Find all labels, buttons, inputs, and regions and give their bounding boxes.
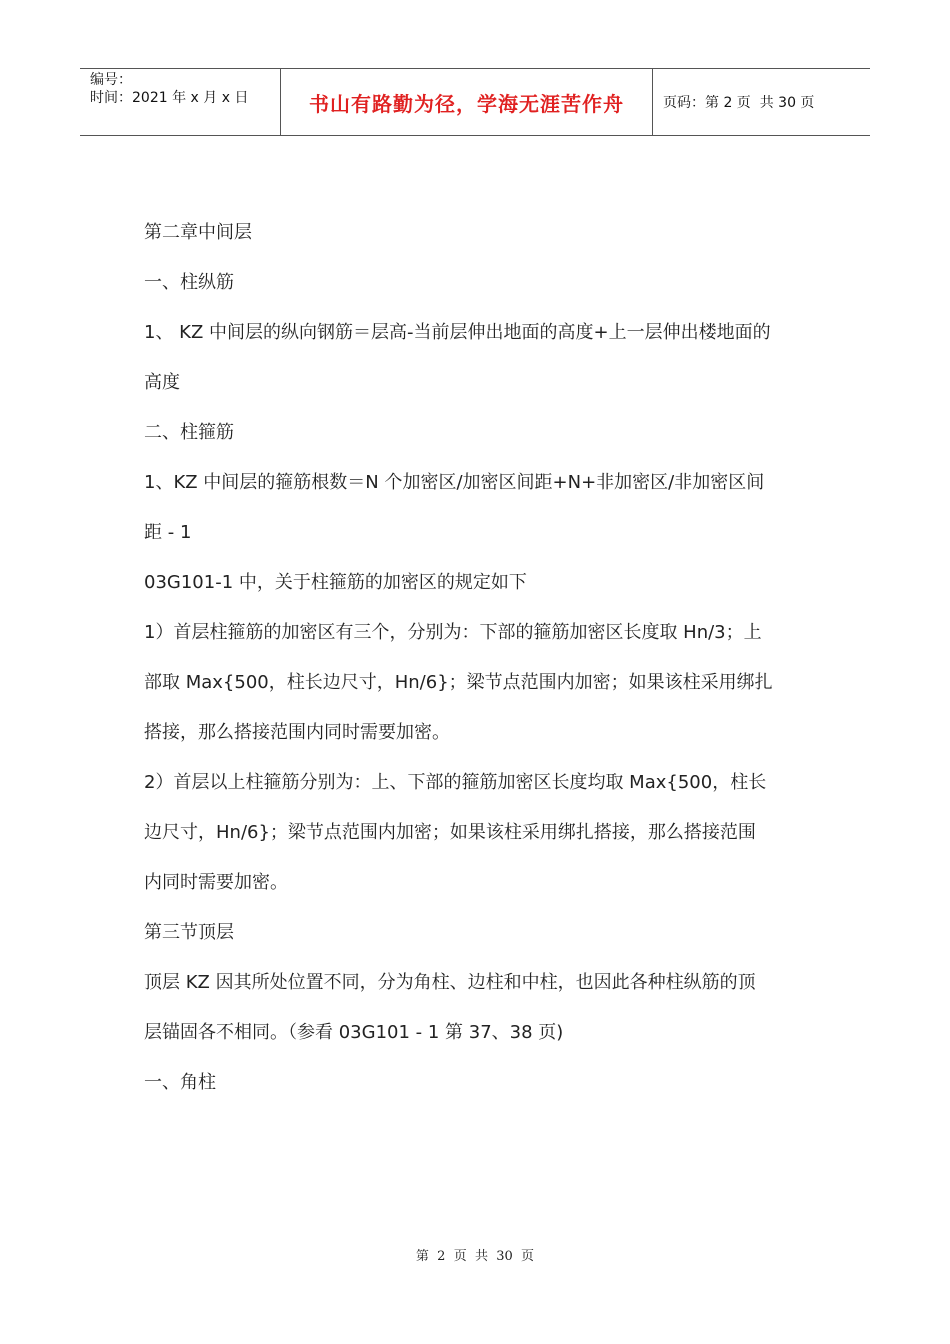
section-heading: 二、柱箍筋 bbox=[144, 422, 234, 443]
paragraph-line: 顶层 KZ 因其所处位置不同，分为角柱、边柱和中柱，也因此各种柱纵筋的顶 bbox=[144, 972, 756, 993]
paragraph-line: 搭接，那么搭接范围内同时需要加密。 bbox=[144, 722, 450, 743]
page-footer: 第 2 页 共 30 页 bbox=[415, 1249, 535, 1264]
header-page-info: 页码：第 2 页 共 30 页 bbox=[663, 95, 815, 111]
paragraph-line: 部取 Max{500，柱长边尺寸，Hn/6}；梁节点范围内加密；如果该柱采用绑扎 bbox=[144, 672, 773, 693]
header-meta bbox=[80, 69, 281, 135]
document-body bbox=[144, 208, 824, 1108]
paragraph-line: 1）首层柱箍筋的加密区有三个，分别为：下部的箍筋加密区长度取 Hn/3；上 bbox=[144, 622, 762, 643]
section-heading: 一、柱纵筋 bbox=[144, 272, 234, 293]
paragraph-line: 层锚固各不相同。（参看 03G101 - 1 第 37、38 页) bbox=[144, 1022, 564, 1043]
document-number-label: 编号： bbox=[90, 72, 132, 88]
section-title: 第三节顶层 bbox=[144, 922, 234, 943]
paragraph-line: 边尺寸，Hn/6}；梁节点范围内加密；如果该柱采用绑扎搭接，那么搭接范围 bbox=[144, 822, 756, 843]
paragraph-line: 1、 KZ 中间层的纵向钢筋＝层高-当前层伸出地面的高度+上一层伸出楼地面的 bbox=[144, 322, 771, 343]
paragraph-line: 1、KZ 中间层的箍筋根数＝N 个加密区/加密区间距+N+非加密区/非加密区间 bbox=[144, 472, 765, 493]
chapter-title: 第二章中间层 bbox=[144, 222, 252, 243]
paragraph-line: 距 - 1 bbox=[144, 522, 192, 543]
paragraph-line: 03G101-1 中，关于柱箍筋的加密区的规定如下 bbox=[144, 572, 527, 593]
section-heading: 一、角柱 bbox=[144, 1072, 216, 1093]
paragraph-line: 内同时需要加密。 bbox=[144, 872, 288, 893]
paragraph-line: 2）首层以上柱箍筋分别为：上、下部的箍筋加密区长度均取 Max{500，柱长 bbox=[144, 772, 767, 793]
document-date-label: 时间：2021 年 x 月 x 日 bbox=[90, 90, 249, 106]
header-motto: 书山有路勤为径，学海无涯苦作舟 bbox=[281, 69, 653, 135]
page-header bbox=[80, 68, 870, 136]
paragraph-line: 高度 bbox=[144, 372, 180, 393]
